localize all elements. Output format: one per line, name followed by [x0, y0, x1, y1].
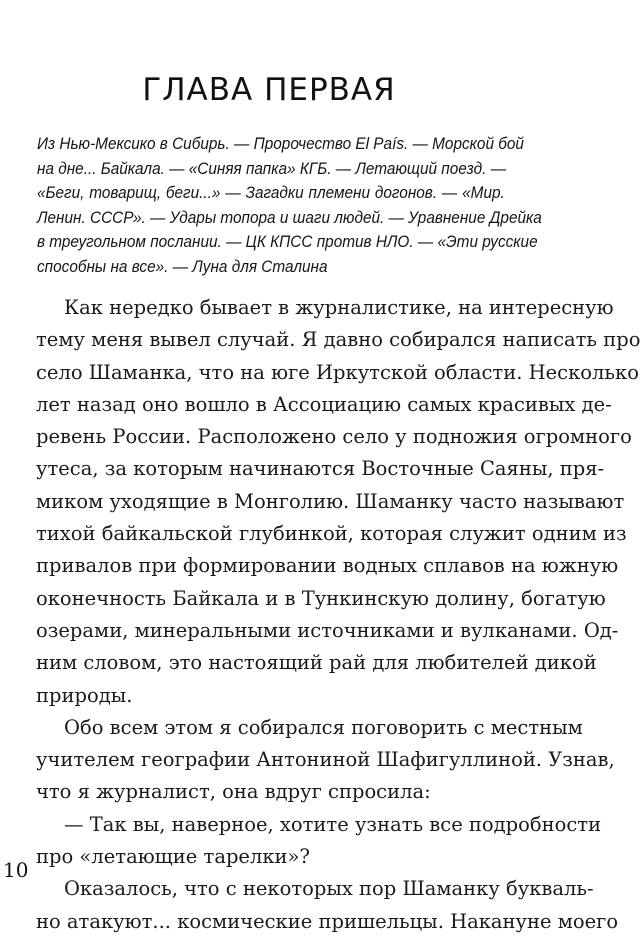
summary-line: на дне... Байкала. — «Синяя папка» КГБ. — Летающий поезд. —: [37, 159, 506, 178]
summary-line: способны на все». — Луна для Сталина: [37, 257, 328, 276]
body-line: про «летающие тарелки»?: [36, 845, 310, 869]
body-line: ним словом, это настоящий рай для любителей дикой: [36, 651, 597, 675]
body-line: тему меня вывел случай. Я давно собирался написать про: [36, 328, 640, 352]
body-line: миком уходящие в Монголию. Шаманку часто называют: [36, 489, 625, 513]
summary-line: в треугольном послании. — ЦК КПСС против НЛО. — «Эти русские: [37, 233, 538, 251]
body-line: но атакуют... космические пришельцы. Накануне моего: [36, 909, 619, 933]
body-line: учителем географии Антониной Шафигуллиной. Узнав,: [36, 748, 615, 772]
body-line: Обо всем этом я собирался поговорить с местным: [64, 715, 583, 739]
summary-line: Ленин. СССР». — Удары топора и шаги людей. — Уравнение Дрейка: [37, 208, 542, 227]
body-line: утеса, за которым начинаются Восточные Саяны, пря-: [36, 457, 605, 481]
body-line: тихой байкальской глубинкой, которая служит одним из: [36, 522, 627, 546]
body-line: лет назад оно вошло в Ассоциацию самых красивых де-: [36, 392, 612, 416]
chapter-title: ГЛАВА ПЕРВАЯ: [142, 72, 396, 108]
chapter-summary: [37, 132, 542, 279]
body-line: что я журналист, она вдруг спросила:: [36, 780, 431, 804]
body-text: [36, 292, 640, 938]
body-line: оконечность Байкала и в Тункинскую долину, богатую: [36, 586, 606, 610]
summary-line: Из Нью-Мексико в Сибирь. — Пророчество El País. — Морской бой: [37, 135, 524, 153]
body-line: Оказалось, что с некоторых пор Шаманку букваль-: [64, 877, 594, 901]
summary-line: «Беги, товарищ, беги...» — Загадки племени догонов. — «Мир.: [37, 184, 505, 202]
body-line: — Так вы, наверное, хотите узнать все подробности: [64, 812, 602, 836]
body-line: Как нередко бывает в журналистике, на интересную: [64, 296, 614, 319]
body-line: ревень России. Расположено село у подножия огромного: [36, 425, 632, 449]
page-number: 10: [3, 858, 29, 882]
body-line: село Шаманка, что на юге Иркутской области. Несколько: [36, 360, 639, 384]
body-line: природы.: [36, 683, 133, 707]
body-line: привалов при формировании водных сплавов на южную: [36, 554, 619, 578]
body-line: озерами, минеральными источниками и вулканами. Од-: [36, 618, 619, 642]
